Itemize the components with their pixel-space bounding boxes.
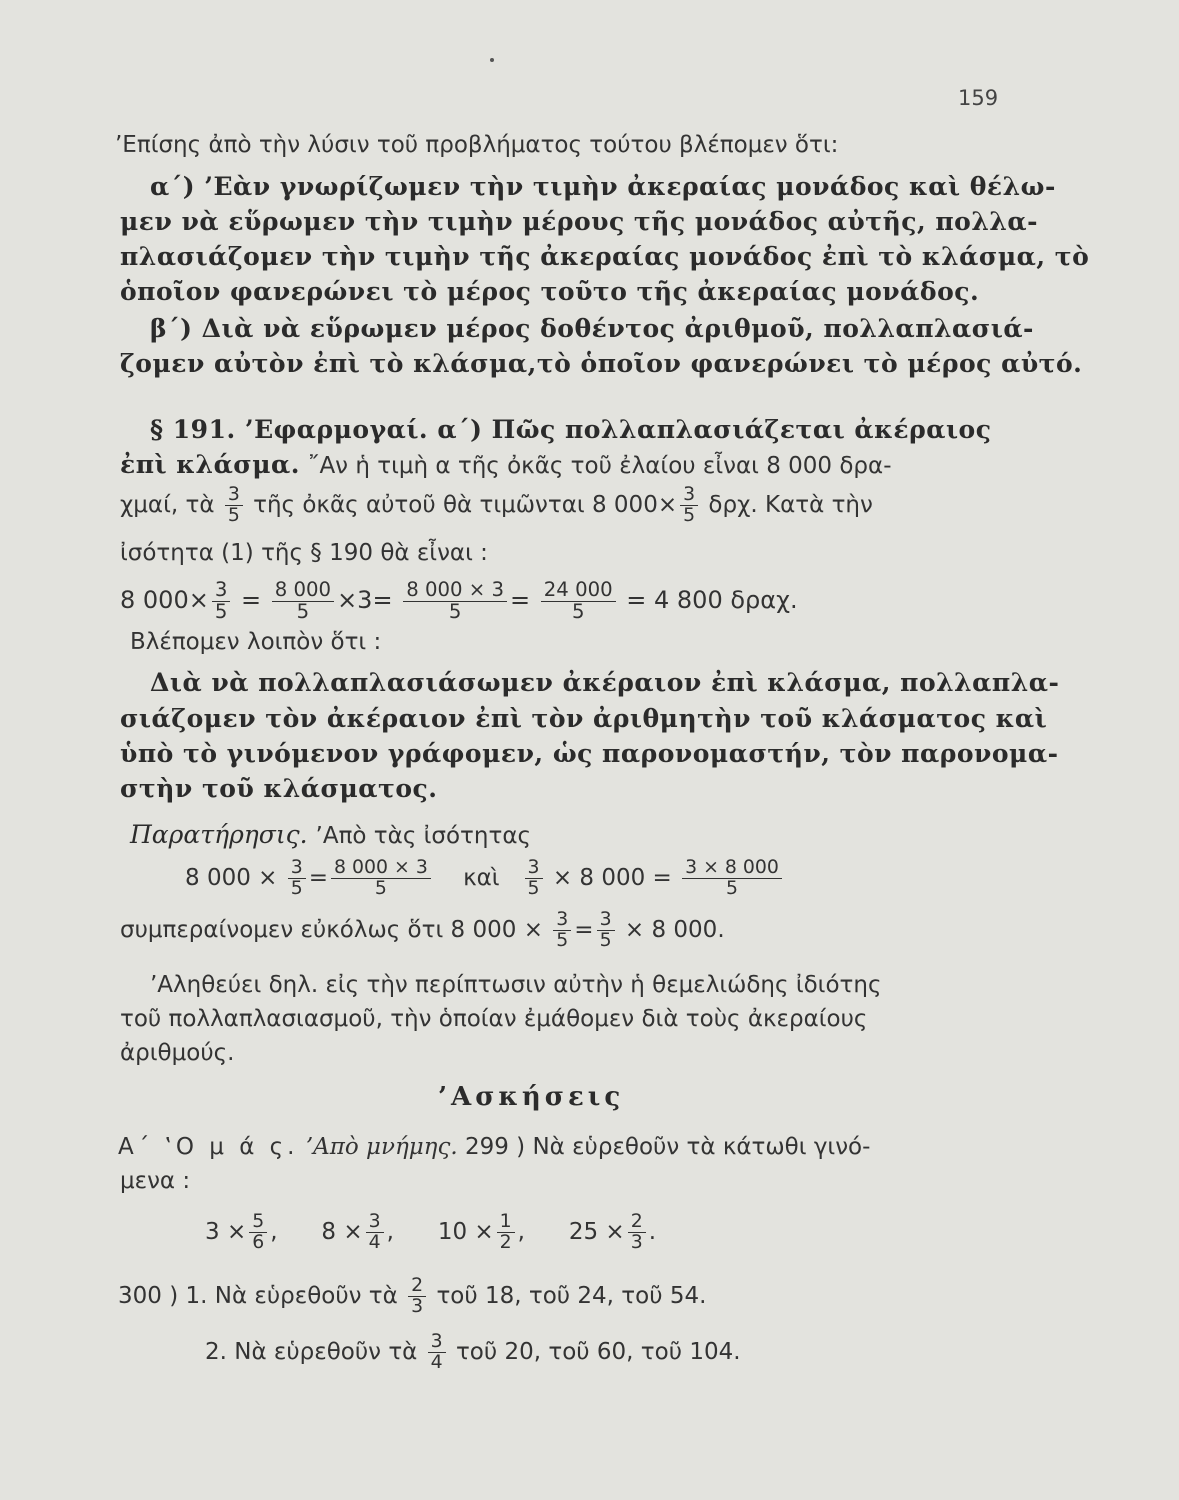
fraction-3-5: $\frac{3}{5}$ [525,858,543,899]
fraction-3-4: $\frac{3}{4}$ [428,1332,446,1373]
speck [490,58,494,62]
fraction-3x8000-5: $\frac{3 \times 8 000}{5}$ [682,858,782,899]
product-item: 3 × $\frac{5}{6}$ , [205,1210,278,1253]
fraction: $\frac{3}{4}$ [366,1212,384,1253]
product-item: 10 × $\frac{1}{2}$ , [437,1210,525,1253]
fraction-8000x3-5: $\frac{8 000 \times 3}{5}$ [403,580,507,622]
fraction: $\frac{2}{3}$ [628,1212,646,1253]
rule-b-line-2: ζομεν αὐτὸν ἐπὶ τὸ κλάσμα,τὸ ὁποῖον φανερώνει τὸ μέρος αὐτό. [120,349,1083,378]
fraction-8000-5: $\frac{8 000}{5}$ [272,580,334,622]
section-text-2c: δρχ. Κατὰ τὴν [708,491,873,518]
group-label: Α΄ ‛Ο μ ά ς. [118,1134,299,1160]
rule-a-line-3: πλασιάζομεν τὴν τιμὴν τῆς ἀκεραίας μονάδος ἐπὶ τὸ κλάσμα, τὸ [120,242,1090,271]
rule-line-3: ὑπὸ τὸ γινόμενον γράφομεν, ὡς παρονομαστήν, τὸν παρονομα- [120,739,1059,768]
rule-line-1: Διὰ νὰ πολλαπλασιάσωμεν ἀκέραιον ἐπὶ κλάσμα, πολλαπλα- [150,668,1060,697]
fraction-24000-5: $\frac{24 000}{5}$ [541,580,616,622]
remark-line [130,818,531,853]
page-number: 159 [958,86,999,110]
rule-a-line-4: ὁποῖον φανερώνει τὸ μέρος τοῦτο τῆς ἀκεραίας μονάδος. [120,277,980,306]
exercise-300-2: 2. Νὰ εὑρεθοῦν τὰ $\frac{3}{4}$ τοῦ 20, τοῦ 60, τοῦ 104. [205,1330,741,1373]
product-item: 25 × $\frac{2}{3}$ . [568,1210,657,1253]
section-text-2b: τῆς ὀκᾶς αὐτοῦ θὰ τιμῶνται 8 000× [253,491,678,518]
section-heading: § 191. ’Εφαρμογαί. α΄) Πῶς πολλαπλασιάζεται ἀκέραιος [150,415,992,444]
fraction-2-3: $\frac{2}{3}$ [408,1276,426,1317]
see-line: Βλέπομεν λοιπὸν ὅτι : [130,629,382,655]
fraction-3-5: $\frac{3}{5}$ [288,858,306,899]
group-sub: ’Απὸ μνήμης. [305,1134,458,1160]
section-line-2 [120,448,892,483]
exercise-299-line [118,1130,870,1164]
products-line [205,1212,656,1253]
rule-line-4: στὴν τοῦ κλάσματος. [120,774,438,803]
fraction-3-5: $\frac{3}{5}$ [680,485,698,526]
section-text-2a: χμαί, τὰ [120,491,215,518]
truth-line-3: ἀριθμούς. [120,1040,235,1066]
remark-text: ’Απὸ τὰς ἰσότητας [315,823,531,849]
truth-line-2: τοῦ πολλαπλασιασμοῦ, τὴν ὁποίαν ἐμάθομεν διὰ τοὺς ἀκεραίους [120,1006,868,1032]
exercise-299-text: 299 ) Νὰ εὑρεθοῦν τὰ κάτωθι γινό- [464,1134,871,1160]
fraction-3-5: $\frac{3}{5}$ [553,910,571,951]
fraction: $\frac{1}{2}$ [497,1212,515,1253]
section-text-1: ῎Αν ἡ τιμὴ α τῆς ὀκᾶς τοῦ ἐλαίου εἶναι 8 000 δρα- [307,453,892,479]
fraction-3-5: $\frac{3}{5}$ [597,910,615,951]
intro-line: ’Επίσης ἀπὸ τὴν λύσιν τοῦ προβλήματος τούτου βλέπομεν ὅτι: [115,132,839,158]
rule-a-line-2: μεν νὰ εὕρωμεν τὴν τιμὴν μέρους τῆς μονάδος αὐτῆς, πολλα- [120,207,1039,236]
exercise-299-line-2: μενα : [120,1168,191,1194]
remark-label: Παρατήρησις. [130,820,308,849]
exercise-300-1: 300 ) 1. Νὰ εὑρεθοῦν τὰ $\frac{2}{3}$ τοῦ 18, τοῦ 24, τοῦ 54. [118,1274,707,1317]
rule-b-line-1: β΄) Διὰ νὰ εὕρωμεν μέρος δοθέντος ἀριθμοῦ, πολλαπλασιά- [150,314,1034,343]
fraction-8000x3-5: $\frac{8 000 \times 3}{5}$ [331,858,431,899]
exercises-title: ’Ασκήσεις [438,1082,625,1112]
remark-equations: 8 000 × $\frac{3}{5}$ = $\frac{8 000 \times 3}{5}$ καὶ $\frac{3}{5}$ × 8 000 = $\frac{3 \times 8 000}{5}$ [185,858,785,899]
section-line-3 [120,485,873,526]
truth-line-1: ’Αληθεύει δηλ. εἰς τὴν περίπτωσιν αὐτὴν ἡ θεμελιώδης ἰδιότης [150,972,882,998]
rule-a-line-1: α΄) ’Εὰν γνωρίζωμεν τὴν τιμὴν ἀκεραίας μονάδος καὶ θέλω- [150,172,1056,201]
section-text-3: ἰσότητα (1) τῆς § 190 θὰ εἶναι : [120,540,488,566]
section-heading-2: ἐπὶ κλάσμα. [120,450,300,479]
equation-line: 8 000× $\frac{3}{5}$ = $\frac{8 000}{5}$ ×3= $\frac{8 000 \times 3}{5}$ = $\frac{24 000}{5}$ = 4 800 δραχ. [120,578,798,623]
fraction: $\frac{5}{6}$ [249,1212,267,1253]
fraction-3-5: $\frac{3}{5}$ [212,580,231,622]
rule-line-2: σιάζομεν τὸν ἀκέραιον ἐπὶ τὸν ἀριθμητὴν τοῦ κλάσματος καὶ [120,704,1048,733]
fraction-3-5: $\frac{3}{5}$ [225,485,243,526]
product-item: 8 × $\frac{3}{4}$ , [321,1210,394,1253]
conclusion-line: συμπεραίνομεν εὐκόλως ὅτι 8 000 × $\frac{3}{5}$ = $\frac{3}{5}$ × 8 000. [120,908,725,951]
